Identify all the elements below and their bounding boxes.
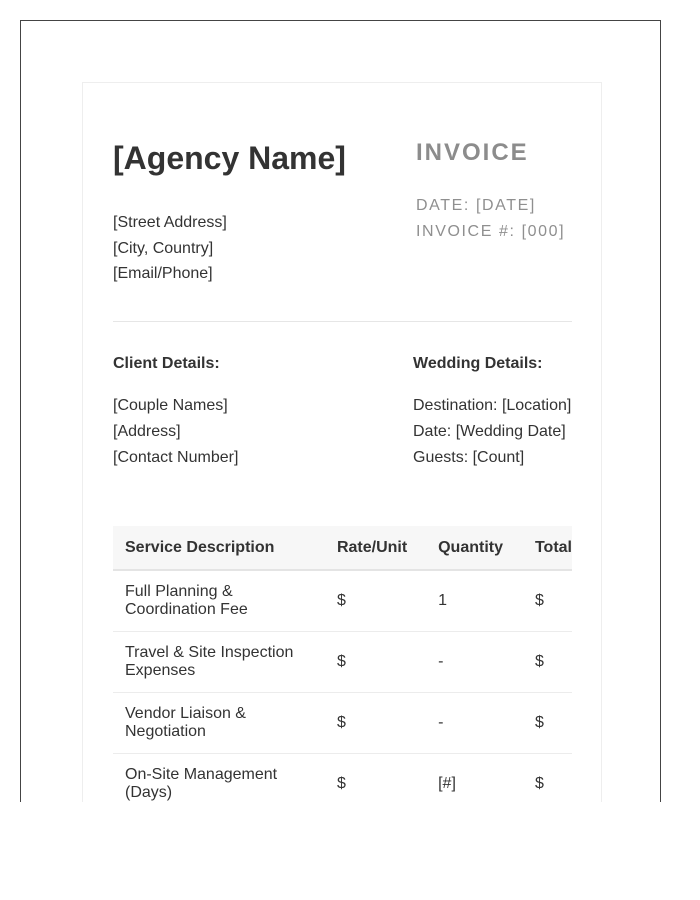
table-row [113,693,572,754]
header-total: Total [523,526,572,570]
row-rate: $ [325,632,426,693]
wedding-details-heading: Wedding Details: [413,355,543,372]
row-rate: $ [325,754,426,803]
table-row [113,632,572,693]
agency-city: [City, Country] [113,239,214,257]
row-description: Travel & Site Inspection Expenses [113,632,325,693]
invoice-title: INVOICE [416,139,529,166]
client-details-block [113,393,238,471]
agency-street: [Street Address] [113,214,227,231]
agency-name: [Agency Name] [113,140,346,176]
row-description: Vendor Liaison & Negotiation [113,693,325,754]
client-details-heading: Client Details: [113,355,220,372]
table-row [113,754,572,803]
invoice-number: INVOICE #: [000] [416,223,566,240]
header-divider [113,321,572,322]
invoice-page [82,82,602,802]
row-quantity: [#] [426,754,523,803]
header-service-description: Service Description [113,526,325,570]
row-total: $ [523,754,572,803]
row-rate: $ [325,693,426,754]
row-description: On-Site Management (Days) [113,754,325,803]
invoice-date: DATE: [DATE] [416,197,536,214]
client-couple-names: [Couple Names] [113,397,228,414]
client-address: [Address] [113,423,181,440]
services-table [113,526,572,802]
agency-address-block [113,210,227,287]
row-quantity: - [426,632,523,693]
header-quantity: Quantity [426,526,523,570]
client-contact-number: [Contact Number] [113,449,239,466]
table-header-row [113,526,572,570]
header-rate-unit: Rate/Unit [325,526,426,570]
row-total: $ [523,570,572,632]
table-row [113,570,572,632]
row-description: Full Planning & Coordination Fee [113,570,325,632]
invoice-meta-block [416,193,565,245]
wedding-guests: Guests: [Count] [413,449,525,466]
wedding-details-block [413,393,571,471]
row-total: $ [523,632,572,693]
wedding-date: Date: [Wedding Date] [413,423,566,440]
row-quantity: - [426,693,523,754]
agency-contact: [Email/Phone] [113,265,213,282]
row-quantity: 1 [426,570,523,632]
document-frame [20,20,661,802]
row-rate: $ [325,570,426,632]
wedding-destination: Destination: [Location] [413,397,572,414]
row-total: $ [523,693,572,754]
